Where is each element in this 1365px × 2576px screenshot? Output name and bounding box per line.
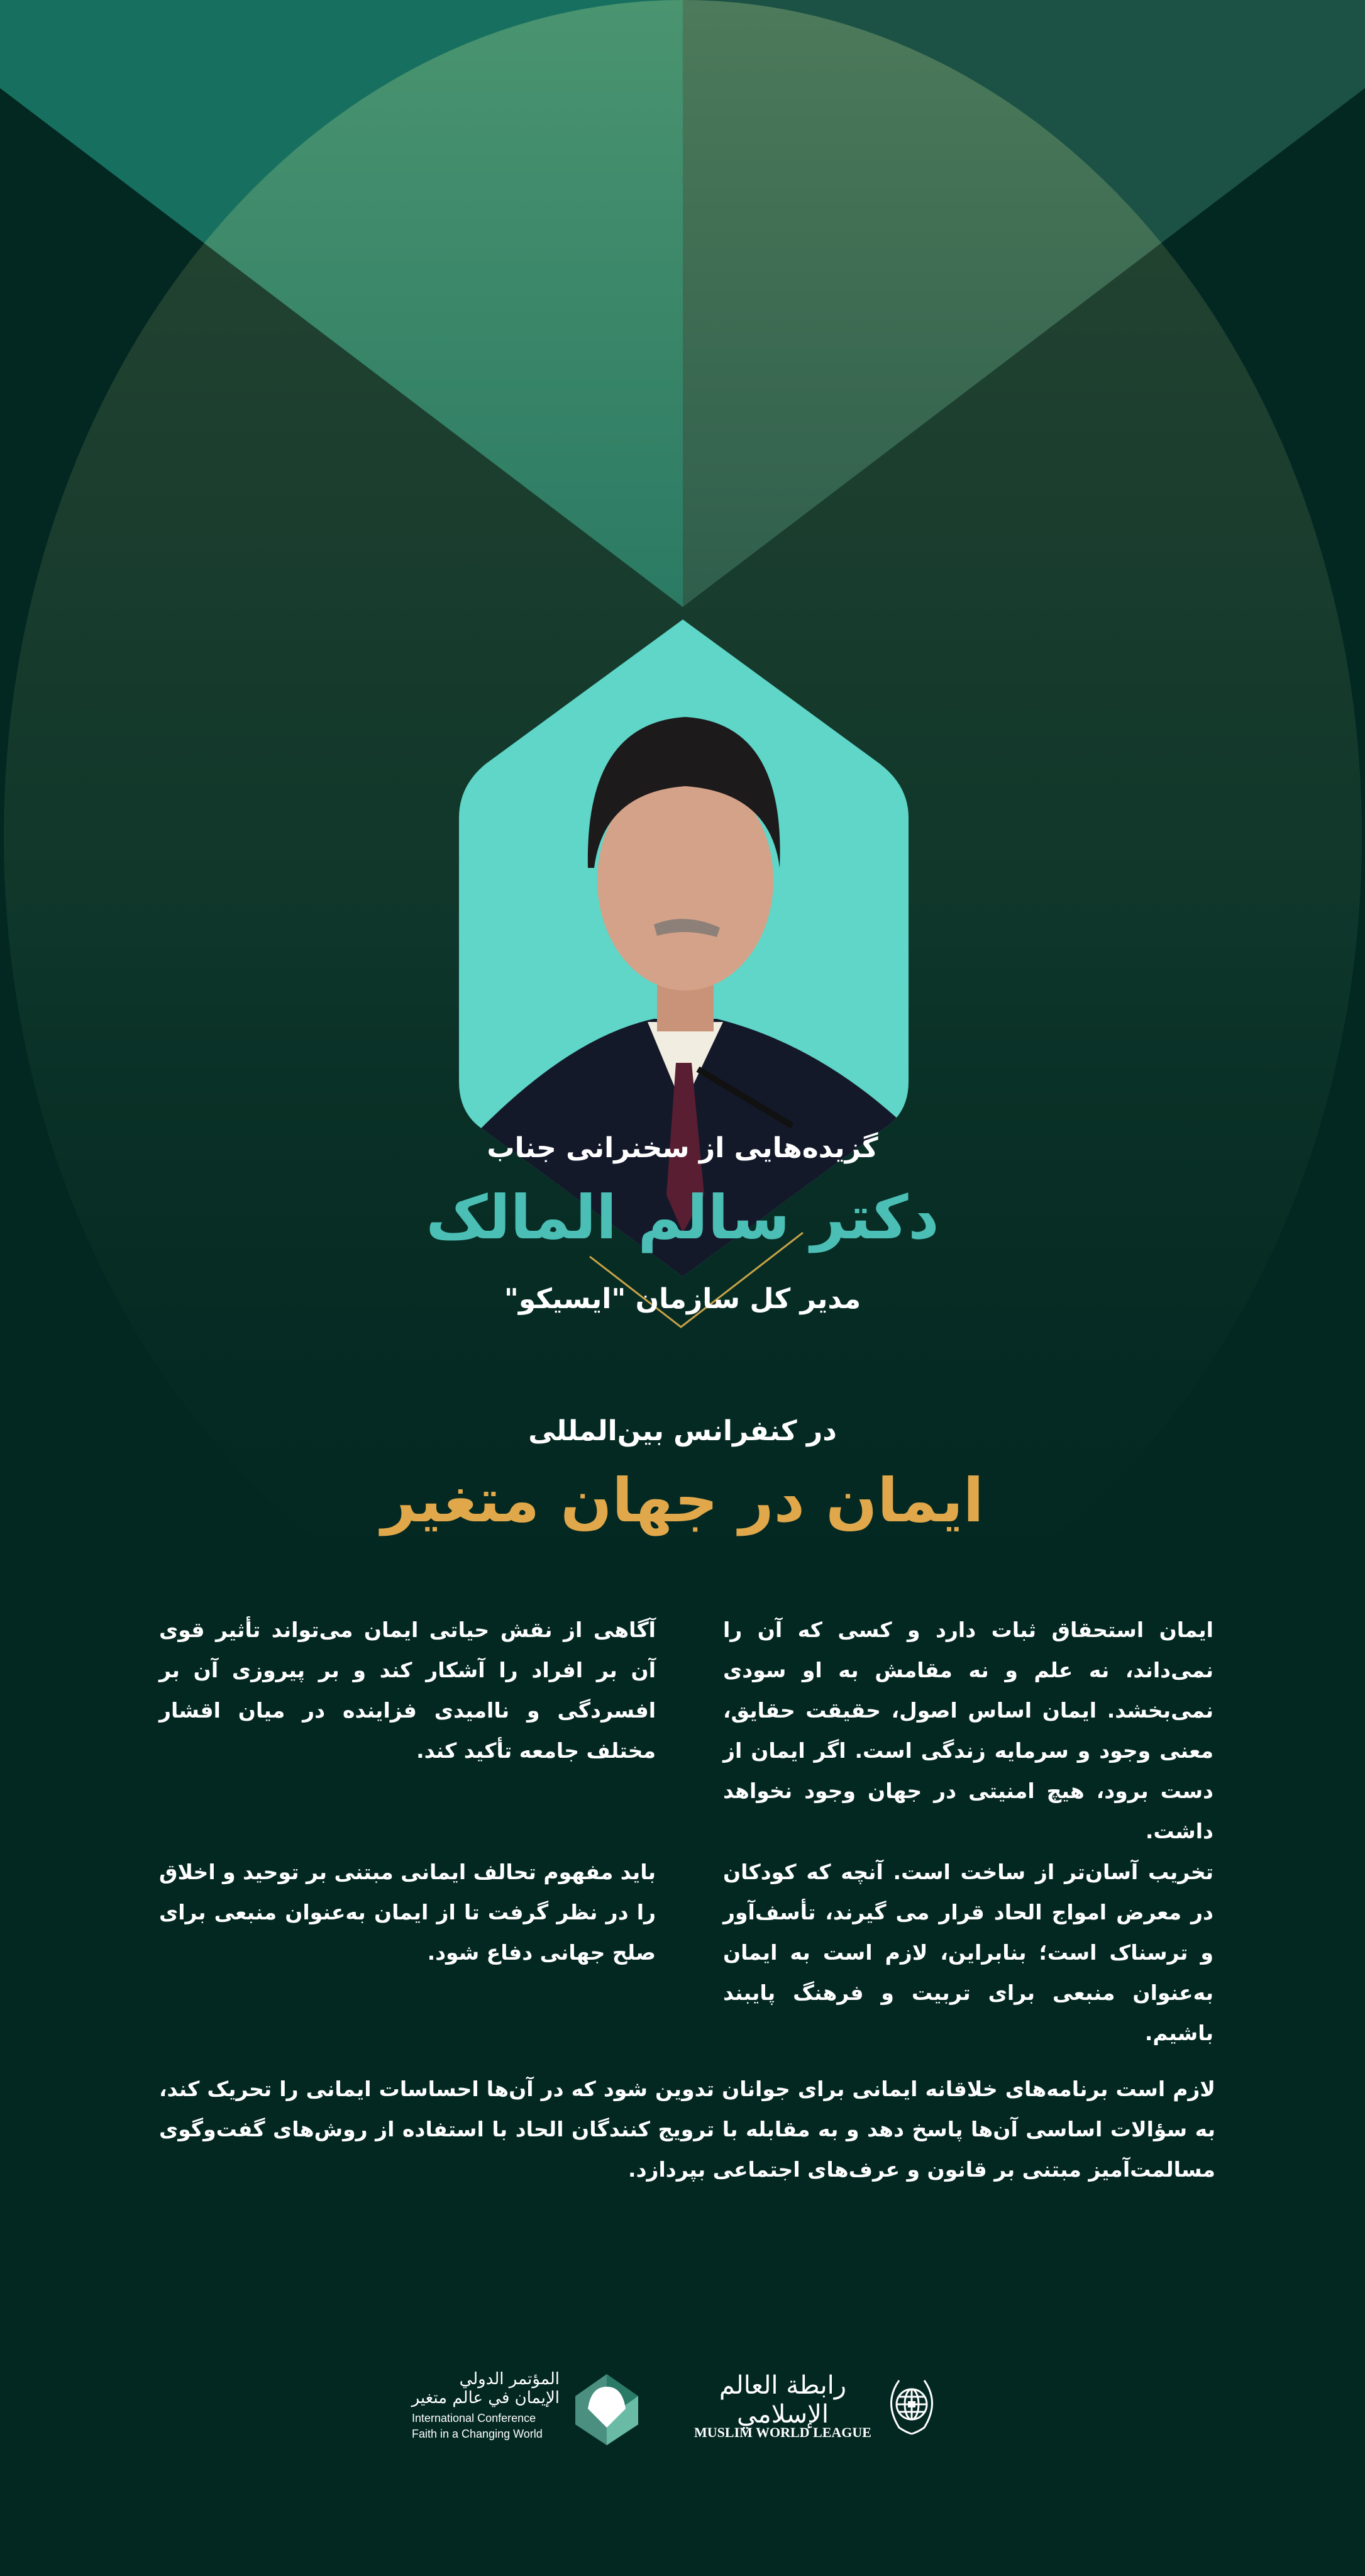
- intro-text: گزیده‌هایی از سخنرانی جناب: [487, 1132, 878, 1164]
- speaker-title: مدیر کل سازمان "ایسیکو": [504, 1283, 861, 1315]
- quote-1: ایمان استحقاق ثبات دارد و کسی که آن را نمی‌داند، نه علم و نه مقامش به او سودی نمی‌بخشد. ایمان اساس اصول، حقیقت حقایق، معنی وجود و سرمایه زندگی است. اگر ایمان از دست برود، هیچ امنیتی در جهان وجود نخواهد داشت.: [723, 1618, 1213, 1843]
- conference-arabic-line1: المؤتمر الدولي: [459, 2370, 560, 2389]
- mwl-globe-wreath-icon: [880, 2374, 943, 2437]
- event-title: ایمان در جهان متغیر: [381, 1465, 984, 1536]
- quote-4: باید مفهوم تحالف ایمانی مبتنی بر توحید و اخلاق را در نظر گرفت تا از ایمان به‌عنوان منبعی برای صلح جهانی دفاع شود.: [159, 1860, 656, 1965]
- mwl-english-name: MUSLIM WORLD LEAGUE: [694, 2424, 871, 2440]
- event-intro: در کنفرانس بین‌المللی: [528, 1415, 837, 1447]
- quote-5: لازم است برنامه‌های خلاقانه ایمانی برای جوانان تدوین شود که در آن‌ها احساسات ایمانی را تحریک کند، به سؤالات اساسی آن‌ها پاسخ دهد و به مقابله با ترویج کنندگان الحاد با استفاده از روش‌های گفت‌وگوی مسالمت‌آمیز مبتنی بر قانون و عرف‌های اجتماعی بپردازد.: [159, 2077, 1215, 2182]
- mwl-arabic-name: رابطة العالم الإسلامي: [719, 2371, 847, 2429]
- conference-arabic-line2: الإيمان في عالم متغير: [411, 2389, 560, 2407]
- quote-3: تخریب آسان‌تر از ساخت است. آنچه که کودکان در معرض امواج الحاد قرار می گیرند، تأسف‌آور و ترسناک است؛ بنابراین، لازم است به ایمان به‌عنوان منبعی برای تربیت و فرهنگ پایبند باشیم.: [723, 1860, 1213, 2045]
- conference-english-line1: International Conference: [412, 2412, 536, 2424]
- quote-2: آگاهی از نقش حیاتی ایمان می‌تواند تأثیر قوی آن بر افراد را آشکار کند و بر پیروزی آن بر افسردگی و ناامیدی فزاینده در میان اقشار مختلف جامعه تأکید کند.: [159, 1618, 656, 1763]
- conference-english-line2: Faith in a Changing World: [412, 2428, 543, 2440]
- conference-diamond-icon: [569, 2371, 644, 2446]
- speaker-name: دکتر سالم المالک: [426, 1182, 939, 1253]
